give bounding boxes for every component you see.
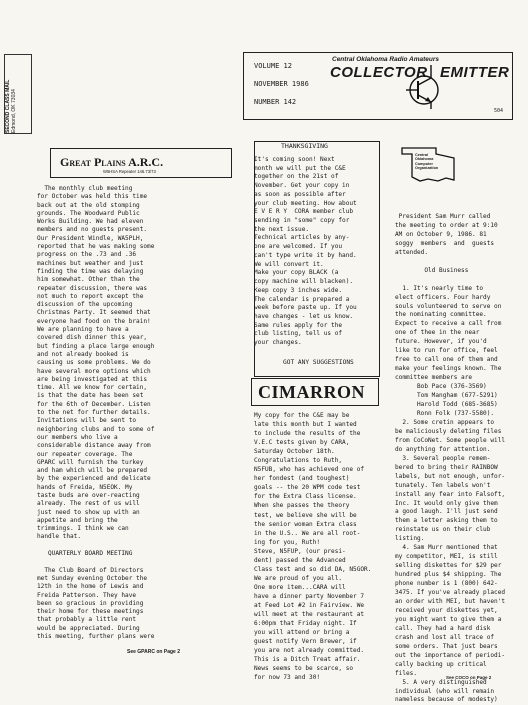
text-line: labels, but not enough, unfor- xyxy=(395,472,506,480)
text-line: as soon as possible after xyxy=(254,190,346,198)
text-line: have changes - let us know. xyxy=(254,312,354,320)
text-line: crash and lost all trace of xyxy=(395,633,495,641)
text-line: have several more options which xyxy=(37,367,151,375)
text-line: 2. Some cretin appears to xyxy=(395,418,495,426)
text-line: have a dinner party November 7 xyxy=(254,592,365,600)
text-line: We are planning to have a xyxy=(37,326,129,334)
text-line: considerable distance away from xyxy=(37,442,151,450)
text-line: late this month but I wanted xyxy=(254,421,357,429)
gparc-title: Great Plains A.R.C. xyxy=(60,155,164,169)
text-line: cally backing up critical xyxy=(395,660,487,668)
text-line: already. The rest of us will xyxy=(37,500,140,508)
text-line: The calendar is prepared a xyxy=(254,295,350,303)
text-line: Invitations will be sent to xyxy=(37,417,137,425)
text-line xyxy=(37,542,154,550)
coco-logo-line-4: Organization xyxy=(415,166,439,171)
text-line: 3. Several people remem- xyxy=(395,454,491,462)
text-line: Congratulations to Ruth, xyxy=(254,457,343,465)
text-line: Old Business xyxy=(395,266,469,274)
gparc-body xyxy=(37,185,154,641)
stamp-line-2: Edmond, OK 73034 xyxy=(11,89,17,133)
text-line: Technical articles by any- xyxy=(254,234,350,242)
text-line: by the experienced and delicate xyxy=(37,475,151,483)
text-line: tunately. Ten labels won't xyxy=(395,481,491,489)
text-line: our members who live a xyxy=(37,433,118,441)
coco-logo-line-2: Oklahoma xyxy=(415,157,434,162)
text-line: back out at the old stomping xyxy=(37,201,140,209)
text-line: N5FUB, who has achieved one of xyxy=(254,466,365,474)
cimarron-body xyxy=(254,411,371,682)
text-line: Bob Pace (376-3569) xyxy=(395,383,487,391)
text-line: November. Get your copy in xyxy=(254,182,350,190)
text-line: free to call one of them and xyxy=(395,356,498,364)
issue-number: NUMBER 142 xyxy=(254,98,297,106)
text-line: News seems to be scarce, so xyxy=(254,665,354,673)
text-line: for the Extra Class license. xyxy=(254,493,357,501)
text-line: 5. A very distinguished xyxy=(395,678,487,686)
text-line: V.E.C tests given by CARA, xyxy=(254,439,350,447)
text-line: Class test and so did DA, N5GOR. xyxy=(254,565,372,573)
text-line: taste buds are over-reacting xyxy=(37,491,140,499)
text-line: nameless because of modesty) xyxy=(395,696,498,704)
coco-body xyxy=(395,213,505,705)
text-line: phone number is 1 (800) 642- xyxy=(395,580,498,588)
text-line: for the 6th of December. Listen xyxy=(37,400,151,408)
text-line: It's coming soon! Next xyxy=(254,156,335,163)
text-line: out the importance of periodi- xyxy=(395,651,506,659)
text-line: my competitor, MEI, is still xyxy=(395,553,498,561)
text-line: AM on October 9, 1986. 81 xyxy=(395,230,487,238)
text-line: The monthly club meeting xyxy=(37,185,133,192)
text-line xyxy=(395,276,505,285)
text-line: him somewhat. Other than the xyxy=(37,276,140,284)
text-line: reported that he was making some xyxy=(37,243,155,251)
text-line: Make your copy BLACK (a xyxy=(254,269,339,277)
text-line: together on the 21st of xyxy=(254,173,339,181)
text-line: One more item...CARA will xyxy=(254,583,346,591)
cimarron-title: CIMARRON xyxy=(258,382,365,402)
text-line: machines but weather and just xyxy=(37,259,144,267)
text-line xyxy=(37,558,154,566)
title-emitter: EMITTER xyxy=(440,64,510,81)
coco-logo xyxy=(398,136,458,188)
coco-logo-text xyxy=(415,153,438,171)
text-line: covered dish dinner this year, xyxy=(37,334,148,342)
text-line: will meet at the restaurant at xyxy=(254,611,365,619)
text-line: We are proud of you all. xyxy=(254,574,343,582)
volume-label: VOLUME 12 xyxy=(254,62,292,70)
cimarron-header-box xyxy=(251,378,379,406)
text-line: attended. xyxy=(395,248,429,256)
text-line: Ronn Folk (737-5580). xyxy=(395,409,495,417)
text-line: her fondest (and toughest) xyxy=(254,475,350,483)
text-line: individual (who will remain xyxy=(395,687,495,695)
text-line: the nominating committee. xyxy=(395,311,487,319)
text-line: been so gracious in providing xyxy=(37,599,144,607)
coco-logo-line-1: Central xyxy=(415,153,429,157)
text-line: and not already booked is xyxy=(37,350,129,358)
text-line: you might want to give them a xyxy=(395,615,502,623)
text-line: do anything for attention. xyxy=(395,445,491,453)
thanksgiving-footer: GOT ANY SUGGESTIONS xyxy=(283,359,354,366)
text-line: copy machine will blacken). xyxy=(254,278,354,286)
text-line: QUARTERLY BOARD MEETING xyxy=(37,550,133,558)
text-line: week before paste up. If you xyxy=(254,304,357,312)
text-line: one are welcomed. If you xyxy=(254,243,343,251)
text-line: but finding a place large enough xyxy=(37,342,155,350)
text-line: the meeting to order at 9:10 xyxy=(395,221,498,229)
text-line: hands of Freida, N5EOK. My xyxy=(37,483,133,491)
text-line: just need to show up with an xyxy=(37,508,140,516)
text-line: ing for you, Ruth! xyxy=(254,538,321,546)
text-line: and ham which will be prepared xyxy=(37,467,148,475)
page-number: 504 xyxy=(494,108,504,114)
thanksgiving-title: THANKSGIVING xyxy=(281,142,328,150)
text-line: Christmas Party. It seemed that xyxy=(37,309,151,317)
text-line: When she passes the theory xyxy=(254,502,350,510)
text-line xyxy=(395,258,505,267)
text-line: discussion of the upcoming xyxy=(37,301,133,309)
text-line: future. However, if you'd xyxy=(395,338,487,346)
text-line: 12th in the home of Lewis and xyxy=(37,583,144,591)
gparc-continued: See GPARC on Page 2 xyxy=(127,649,180,655)
text-line: club listing, tell us of xyxy=(254,330,343,338)
text-line: members and no guests present. xyxy=(37,226,148,234)
text-line: President Sam Murr called xyxy=(395,213,491,220)
text-line: can't type write it by hand. xyxy=(254,251,357,259)
text-line: Our President Windle, WA5PLH, xyxy=(37,234,144,242)
text-line: is that the date has been set xyxy=(37,392,144,400)
text-line: Freida Patterson. They have xyxy=(37,591,137,599)
text-line: make your feelings known. The xyxy=(395,365,502,373)
text-line: the senior woman Extra class xyxy=(254,520,357,528)
text-line: from CoCoNet. Some people will xyxy=(395,436,506,444)
text-line: Works Building. We had eleven xyxy=(37,218,144,226)
text-line: would be appreciated. During xyxy=(37,624,140,632)
text-line: The Club Board of Directors xyxy=(37,566,144,574)
text-line: not much to report except the xyxy=(37,292,144,300)
text-line: selling diskettes for $29 per xyxy=(395,562,502,570)
text-line: elect officers. Four hardy xyxy=(395,293,491,301)
text-line: souls volunteered to serve on xyxy=(395,302,502,310)
text-line: you are not already committed. xyxy=(254,647,365,655)
text-line: repeater discussion, there was xyxy=(37,284,148,292)
coco-logo-line-3: Computer xyxy=(415,161,433,166)
text-line: you will attend or bring a xyxy=(254,629,350,637)
text-line: to include the results of the xyxy=(254,430,361,438)
text-line: soggy members and guests xyxy=(395,239,495,247)
text-line: 3475. If you've already placed xyxy=(395,589,506,597)
text-line: month we will put the C&E xyxy=(254,164,346,172)
text-line: the next issue. xyxy=(254,225,310,233)
text-line: like to run for office, feel xyxy=(395,347,498,355)
text-line: that probably a little rent xyxy=(37,616,137,624)
text-line: an order with MEI, but haven't xyxy=(395,597,506,605)
text-line: hundred plus $4 shipping. The xyxy=(395,571,502,579)
text-line: dent) passed the Advanced xyxy=(254,556,346,564)
text-line: committee members are xyxy=(395,374,473,382)
text-line: sending in "some" copy for xyxy=(254,217,350,225)
text-line: Tom Mangham (677-5291) xyxy=(395,392,498,400)
text-line: your club meeting. How about xyxy=(254,199,357,207)
text-line: time. All we know for certain, xyxy=(37,384,148,392)
text-line: guest notify Vern Brewer, if xyxy=(254,638,357,646)
text-line: finding the time was delaying xyxy=(37,267,144,275)
text-line: We will convert it. xyxy=(254,260,324,268)
coco-continued: See COCO on Page 2 xyxy=(446,675,492,680)
masthead xyxy=(243,52,513,120)
text-line: files. xyxy=(395,669,418,677)
stamp-line-1: SECOND CLASS MAIL xyxy=(5,79,11,133)
text-line: listing. xyxy=(395,535,425,543)
text-line: to the net for further details. xyxy=(37,409,151,417)
text-line: some orders. That just bears xyxy=(395,642,498,650)
text-line: one of thee in the near xyxy=(395,329,480,337)
text-line: This is a Ditch Treat affair. xyxy=(254,656,361,664)
text-line: 1. It's nearly time to xyxy=(395,284,484,292)
text-line: reinstate us on their club xyxy=(395,526,491,534)
text-line: install any fear into Falsoft, xyxy=(395,490,506,498)
text-line: Saturday October 18th. xyxy=(254,448,335,456)
text-line: Harold Todd (685-3685) xyxy=(395,401,498,409)
text-line: them a letter asking them to xyxy=(395,517,498,525)
issue-date: NOVEMBER 1986 xyxy=(254,80,309,88)
text-line: for October was held this time xyxy=(37,193,148,201)
text-line: Inc. It would only give them xyxy=(395,499,498,507)
text-line: neighboring clubs and to some of xyxy=(37,425,155,433)
text-line: are being investigated at this xyxy=(37,375,148,383)
text-line: grounds. The Woodward Public xyxy=(37,209,140,217)
text-line: progress on the .73 and .36 xyxy=(37,251,137,259)
gparc-header-box xyxy=(50,148,232,178)
text-line: E V E R Y CORA member club xyxy=(254,208,354,216)
text-line: in the U.S.. We are all root- xyxy=(254,529,361,537)
text-line: for now 73 and 30! xyxy=(254,674,321,682)
text-line: met Sunday evening October the xyxy=(37,574,148,582)
text-line: be maliciously deleting files xyxy=(395,427,502,435)
text-line: Same rules apply for the xyxy=(254,321,343,329)
thanksgiving-body xyxy=(254,156,357,348)
text-line: trimmings. I think we can xyxy=(37,525,129,533)
gparc-repeater: W5HSA Repeater 146.73/73 xyxy=(103,169,156,174)
text-line: your changes. xyxy=(254,339,302,347)
second-class-mail-stamp xyxy=(4,54,32,134)
text-line: goals -- the 20 WPM code test xyxy=(254,484,361,492)
text-line: their home for these meetings xyxy=(37,608,144,616)
text-line: My copy for the C&E may be xyxy=(254,412,350,419)
text-line: 4. Sam Murr mentioned that xyxy=(395,544,498,552)
text-line: at Feed Lot #2 in Fairview. We xyxy=(254,601,365,609)
text-line: bered to bring their RAINBOW xyxy=(395,463,498,471)
text-line: Keep copy 3 inches wide. xyxy=(254,286,343,294)
text-line: Expect to receive a call from xyxy=(395,320,502,328)
text-line: Steve, N5FUP, (our presi- xyxy=(254,547,346,555)
text-line: this meeting, further plans were xyxy=(37,633,155,641)
transistor-icon xyxy=(404,63,444,113)
text-line: call. They had a hard disk xyxy=(395,624,491,632)
text-line: our repeater coverage. The xyxy=(37,450,133,458)
org-name: Central Oklahoma Radio Amateurs xyxy=(332,56,440,63)
text-line: a good laugh. I'll just send xyxy=(395,508,498,516)
text-line: handle that. xyxy=(37,533,82,541)
text-line: everyone had food on the brain! xyxy=(37,317,151,325)
text-line: appetite and bring the xyxy=(37,516,118,524)
text-line: test, we believe she will be xyxy=(254,511,357,519)
text-line: 6:00pm that Friday night. If xyxy=(254,620,357,628)
text-line: causing us some problems. We do xyxy=(37,359,151,367)
text-line: received your diskettes yet, xyxy=(395,606,498,614)
text-line: GPARC will furnish the turkey xyxy=(37,458,144,466)
title-collector: COLLECTOR xyxy=(330,64,428,81)
